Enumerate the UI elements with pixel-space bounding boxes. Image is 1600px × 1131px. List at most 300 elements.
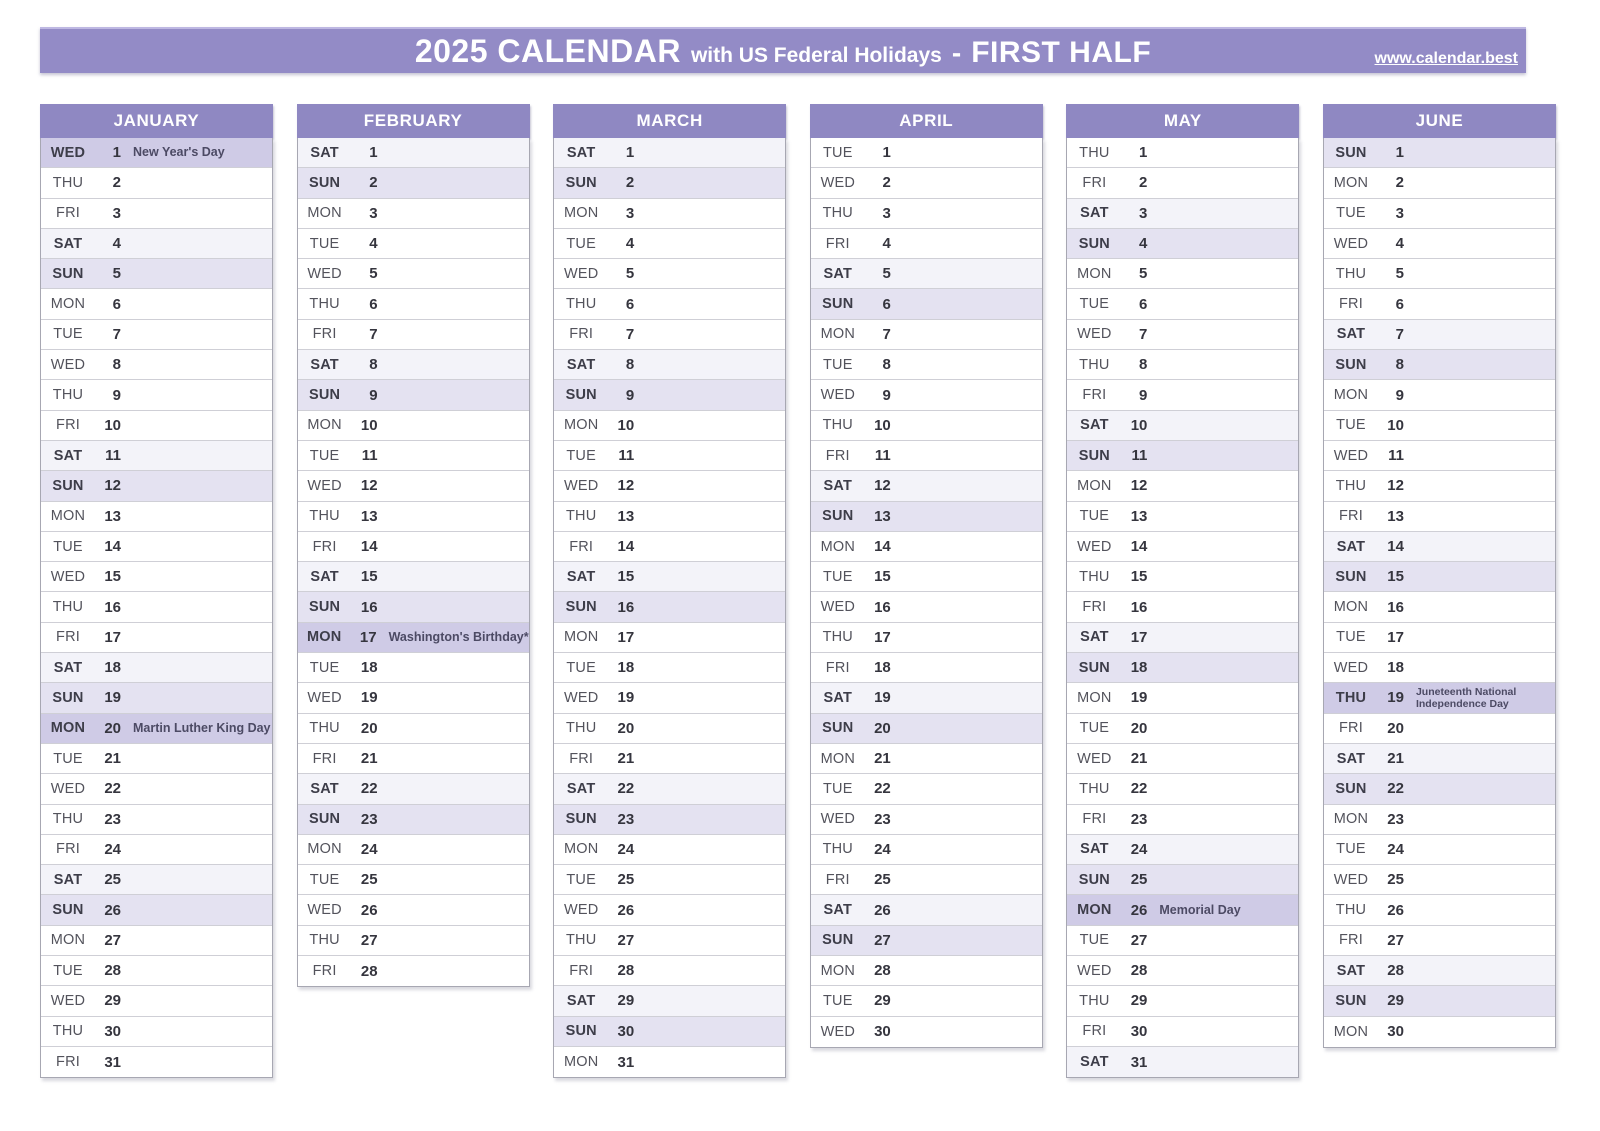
- day-abbrev: THU: [822, 205, 853, 222]
- day-number: 18: [1130, 659, 1148, 677]
- title-separator: -: [951, 36, 962, 68]
- day-number: 22: [360, 780, 378, 798]
- day-number: 1: [625, 144, 635, 162]
- day-row: [811, 774, 1042, 804]
- day-row: [1067, 502, 1298, 532]
- day-abbrev: WED: [1077, 750, 1112, 767]
- day-number: 8: [882, 356, 891, 374]
- day-abbrev: SUN: [565, 387, 597, 404]
- day-number: 19: [1130, 689, 1148, 707]
- month-title: FEBRUARY: [297, 104, 530, 138]
- day-row: [811, 380, 1042, 410]
- day-number: 5: [882, 265, 891, 283]
- day-abbrev: MON: [563, 841, 599, 858]
- day-number: 21: [360, 750, 378, 768]
- day-number: 15: [1130, 568, 1148, 586]
- day-row: [1067, 744, 1298, 774]
- day-abbrev: THU: [565, 932, 597, 949]
- day-abbrev: SAT: [1336, 962, 1366, 979]
- day-row: [41, 744, 272, 774]
- day-row: [1067, 865, 1298, 895]
- day-row: [554, 289, 785, 319]
- day-abbrev: FRI: [825, 235, 850, 252]
- holiday-label: Juneteenth National Independence Day: [1415, 685, 1517, 710]
- day-row: [811, 229, 1042, 259]
- month-days: [810, 138, 1043, 1048]
- day-number: 11: [1388, 447, 1404, 465]
- day-number: 19: [1387, 689, 1404, 707]
- day-number: 25: [104, 871, 121, 889]
- day-number: 27: [104, 931, 121, 949]
- day-number: 30: [617, 1022, 635, 1040]
- day-abbrev: THU: [52, 1023, 84, 1040]
- day-row: [1324, 562, 1555, 592]
- day-number: 5: [1139, 265, 1148, 283]
- day-abbrev: THU: [565, 508, 597, 525]
- day-number: 17: [104, 628, 121, 646]
- day-number: 24: [1130, 840, 1148, 858]
- day-abbrev: TUE: [822, 780, 853, 797]
- day-row: [298, 411, 529, 441]
- day-abbrev: WED: [820, 174, 855, 191]
- day-row: [811, 289, 1042, 319]
- day-row: [298, 138, 529, 168]
- day-abbrev: TUE: [309, 871, 340, 888]
- day-number: 28: [1387, 962, 1404, 980]
- day-row: [1067, 138, 1298, 168]
- day-row: [298, 956, 529, 986]
- day-abbrev: SUN: [308, 811, 341, 828]
- day-row: [554, 320, 785, 350]
- day-abbrev: FRI: [312, 963, 337, 980]
- day-abbrev: SUN: [52, 902, 84, 919]
- day-abbrev: SAT: [53, 871, 83, 888]
- day-abbrev: FRI: [569, 538, 594, 555]
- day-abbrev: TUE: [822, 144, 853, 161]
- day-row: [41, 532, 272, 562]
- day-number: 9: [112, 386, 121, 404]
- day-row: [298, 168, 529, 198]
- day-row: [41, 138, 272, 168]
- day-number: 4: [1139, 235, 1148, 253]
- day-row: [1067, 986, 1298, 1016]
- day-abbrev: WED: [563, 902, 599, 919]
- day-number: 31: [1130, 1053, 1148, 1071]
- day-abbrev: THU: [1335, 902, 1367, 919]
- day-abbrev: TUE: [566, 235, 596, 252]
- day-abbrev: FRI: [1082, 174, 1107, 191]
- day-number: 12: [874, 477, 891, 495]
- day-number: 9: [625, 386, 635, 404]
- day-abbrev: MON: [50, 508, 86, 525]
- day-abbrev: SUN: [1078, 447, 1110, 464]
- day-row: [554, 380, 785, 410]
- holiday-label: Memorial Day: [1159, 902, 1241, 917]
- day-row: [41, 199, 272, 229]
- day-number: 11: [874, 447, 891, 465]
- day-number: 21: [617, 750, 635, 768]
- day-abbrev: SAT: [566, 356, 596, 373]
- day-abbrev: MON: [820, 750, 855, 767]
- day-number: 27: [874, 931, 891, 949]
- day-number: 23: [1130, 810, 1148, 828]
- day-abbrev: FRI: [56, 629, 80, 646]
- day-abbrev: TUE: [1336, 629, 1366, 646]
- day-abbrev: SUN: [565, 1023, 597, 1040]
- day-row: [41, 350, 272, 380]
- day-row: [1067, 592, 1298, 622]
- day-abbrev: FRI: [569, 962, 594, 979]
- day-abbrev: SUN: [1078, 235, 1110, 252]
- day-abbrev: TUE: [566, 871, 596, 888]
- day-number: 10: [617, 416, 635, 434]
- day-abbrev: MON: [1077, 902, 1112, 919]
- day-row: [1067, 956, 1298, 986]
- day-abbrev: THU: [822, 417, 853, 434]
- day-abbrev: SAT: [1080, 205, 1109, 222]
- day-row: [554, 532, 785, 562]
- day-number: 22: [104, 780, 121, 798]
- day-row: [811, 471, 1042, 501]
- day-abbrev: SUN: [52, 265, 84, 282]
- day-abbrev: FRI: [1082, 811, 1107, 828]
- day-number: 8: [1395, 356, 1404, 374]
- day-abbrev: THU: [309, 296, 340, 313]
- day-number: 6: [1139, 295, 1148, 313]
- day-abbrev: FRI: [1338, 508, 1363, 525]
- day-abbrev: FRI: [1082, 387, 1107, 404]
- day-row: [811, 895, 1042, 925]
- day-row: [811, 805, 1042, 835]
- day-abbrev: TUE: [53, 962, 83, 979]
- day-number: 28: [104, 962, 121, 980]
- day-number: 25: [1387, 871, 1404, 889]
- day-abbrev: WED: [50, 144, 86, 161]
- day-row: [298, 623, 529, 653]
- day-row: [41, 411, 272, 441]
- day-row: [1067, 350, 1298, 380]
- day-abbrev: MON: [307, 629, 342, 646]
- day-number: 26: [1387, 901, 1404, 919]
- day-number: 6: [1395, 295, 1404, 313]
- day-abbrev: WED: [563, 689, 599, 706]
- day-row: [41, 835, 272, 865]
- day-row: [1067, 471, 1298, 501]
- day-number: 13: [1130, 507, 1148, 525]
- day-abbrev: SUN: [1335, 144, 1367, 161]
- day-abbrev: SAT: [566, 144, 596, 161]
- holiday-label: Martin Luther King Day: [133, 720, 271, 735]
- holiday-label: New Year's Day: [133, 145, 225, 160]
- day-row: [811, 168, 1042, 198]
- day-number: 1: [1395, 144, 1404, 162]
- holiday-label: Washington's Birthday*: [388, 629, 529, 644]
- day-abbrev: MON: [1077, 477, 1112, 494]
- day-row: [41, 320, 272, 350]
- day-abbrev: SAT: [310, 780, 339, 797]
- calendar-grid: [40, 104, 1556, 1078]
- day-abbrev: THU: [1079, 780, 1110, 797]
- day-row: [1067, 623, 1298, 653]
- day-abbrev: WED: [820, 1023, 855, 1040]
- day-row: [1324, 1017, 1555, 1047]
- day-number: 26: [360, 901, 378, 919]
- day-row: [298, 289, 529, 319]
- day-row: [41, 805, 272, 835]
- day-number: 14: [874, 538, 891, 555]
- day-abbrev: THU: [1079, 356, 1110, 373]
- day-number: 6: [112, 295, 121, 313]
- day-number: 11: [361, 447, 378, 465]
- day-abbrev: SAT: [823, 477, 853, 494]
- day-row: [1067, 380, 1298, 410]
- website-link[interactable]: www.calendar.best: [1374, 50, 1518, 67]
- day-row: [554, 835, 785, 865]
- day-abbrev: SUN: [822, 296, 854, 313]
- day-row: [1324, 683, 1555, 713]
- day-number: 12: [1387, 477, 1404, 495]
- day-row: [554, 1047, 785, 1077]
- day-abbrev: THU: [52, 387, 84, 404]
- day-number: 4: [625, 235, 635, 253]
- day-row: [554, 774, 785, 804]
- day-row: [1324, 289, 1555, 319]
- day-row: [554, 1017, 785, 1047]
- day-number: 2: [369, 174, 378, 192]
- day-row: [298, 865, 529, 895]
- day-row: [554, 562, 785, 592]
- day-number: 24: [360, 840, 378, 858]
- day-row: [1324, 926, 1555, 956]
- day-number: 1: [369, 144, 378, 162]
- day-row: [554, 623, 785, 653]
- day-number: 3: [1395, 204, 1404, 222]
- day-number: 28: [874, 962, 891, 980]
- day-abbrev: FRI: [569, 750, 594, 767]
- title-subtitle: with US Federal Holidays: [690, 43, 942, 67]
- day-number: 15: [360, 568, 378, 586]
- day-row: [554, 138, 785, 168]
- day-row: [298, 592, 529, 622]
- day-row: [554, 714, 785, 744]
- day-row: [811, 714, 1042, 744]
- day-row: [554, 199, 785, 229]
- day-row: [1067, 259, 1298, 289]
- day-abbrev: TUE: [1336, 841, 1366, 858]
- day-number: 13: [617, 507, 635, 525]
- day-row: [1067, 1017, 1298, 1047]
- day-number: 1: [112, 144, 121, 162]
- day-row: [1067, 774, 1298, 804]
- day-abbrev: SAT: [53, 447, 83, 464]
- day-row: [554, 986, 785, 1016]
- day-row: [298, 199, 529, 229]
- day-abbrev: SAT: [1080, 629, 1109, 646]
- day-number: 22: [874, 780, 891, 798]
- day-number: 22: [1387, 780, 1404, 798]
- day-number: 25: [360, 871, 378, 889]
- day-abbrev: SAT: [566, 992, 596, 1009]
- day-row: [1324, 259, 1555, 289]
- day-abbrev: TUE: [1079, 720, 1110, 737]
- day-row: [1324, 229, 1555, 259]
- day-number: 25: [1130, 871, 1148, 889]
- day-abbrev: THU: [1335, 265, 1367, 282]
- day-row: [811, 532, 1042, 562]
- day-number: 1: [882, 144, 891, 162]
- day-abbrev: SUN: [565, 174, 597, 191]
- day-row: [298, 714, 529, 744]
- month-april: [810, 104, 1043, 1048]
- day-abbrev: WED: [1333, 871, 1369, 888]
- day-abbrev: THU: [1335, 477, 1367, 494]
- day-number: 6: [882, 295, 891, 313]
- day-abbrev: MON: [50, 296, 86, 313]
- day-abbrev: TUE: [53, 326, 83, 343]
- day-abbrev: FRI: [825, 447, 850, 464]
- day-row: [298, 835, 529, 865]
- day-row: [298, 562, 529, 592]
- day-number: 11: [1131, 447, 1148, 465]
- day-row: [1324, 653, 1555, 683]
- day-abbrev: THU: [52, 811, 84, 828]
- day-number: 23: [360, 810, 378, 828]
- day-abbrev: FRI: [1082, 1023, 1107, 1040]
- day-row: [1067, 229, 1298, 259]
- day-abbrev: SAT: [823, 902, 853, 919]
- day-row: [298, 259, 529, 289]
- day-row: [1324, 380, 1555, 410]
- day-number: 15: [617, 568, 635, 586]
- day-abbrev: FRI: [569, 326, 594, 343]
- day-abbrev: SUN: [822, 932, 854, 949]
- day-row: [1324, 774, 1555, 804]
- title-year: 2025 CALENDAR: [414, 32, 681, 69]
- day-abbrev: WED: [820, 811, 855, 828]
- day-number: 25: [617, 871, 635, 889]
- day-number: 9: [1395, 386, 1404, 404]
- day-number: 18: [874, 659, 891, 677]
- day-row: [554, 502, 785, 532]
- day-abbrev: MON: [1077, 689, 1112, 706]
- day-number: 10: [1387, 416, 1404, 434]
- day-abbrev: WED: [563, 265, 599, 282]
- day-number: 24: [617, 840, 635, 858]
- day-row: [554, 168, 785, 198]
- day-number: 13: [360, 507, 378, 525]
- day-row: [1067, 835, 1298, 865]
- day-row: [554, 653, 785, 683]
- day-abbrev: SUN: [565, 811, 597, 828]
- day-number: 24: [104, 840, 121, 858]
- month-days: [553, 138, 786, 1078]
- day-number: 6: [625, 295, 635, 313]
- day-abbrev: FRI: [312, 538, 337, 555]
- day-abbrev: THU: [1335, 689, 1367, 706]
- day-number: 15: [1387, 568, 1404, 586]
- day-number: 29: [874, 992, 891, 1010]
- day-row: [298, 895, 529, 925]
- day-number: 8: [1139, 356, 1148, 374]
- day-row: [1324, 744, 1555, 774]
- day-abbrev: WED: [50, 992, 86, 1009]
- day-row: [1324, 199, 1555, 229]
- day-row: [41, 168, 272, 198]
- day-row: [41, 986, 272, 1016]
- day-abbrev: SAT: [310, 356, 339, 373]
- day-row: [41, 229, 272, 259]
- day-row: [41, 653, 272, 683]
- day-number: 7: [882, 325, 891, 343]
- day-number: 5: [112, 265, 121, 283]
- day-number: 31: [617, 1053, 635, 1071]
- day-number: 27: [617, 931, 635, 949]
- day-row: [41, 956, 272, 986]
- day-number: 22: [617, 780, 635, 798]
- day-abbrev: MON: [50, 720, 86, 737]
- day-number: 7: [369, 325, 378, 343]
- day-number: 12: [104, 477, 121, 495]
- day-abbrev: SUN: [565, 599, 597, 616]
- day-number: 23: [104, 810, 121, 828]
- day-row: [41, 380, 272, 410]
- day-number: 14: [617, 538, 635, 555]
- month-title: MARCH: [553, 104, 786, 138]
- day-row: [298, 380, 529, 410]
- day-abbrev: WED: [1333, 235, 1369, 252]
- day-row: [811, 956, 1042, 986]
- day-number: 27: [360, 931, 378, 949]
- day-row: [41, 714, 272, 744]
- day-abbrev: TUE: [309, 447, 340, 464]
- day-row: [811, 259, 1042, 289]
- day-row: [811, 441, 1042, 471]
- day-number: 21: [1130, 750, 1148, 768]
- day-number: 10: [360, 416, 378, 434]
- day-abbrev: WED: [1333, 447, 1369, 464]
- day-number: 25: [874, 871, 891, 889]
- day-abbrev: MON: [1077, 265, 1112, 282]
- day-number: 2: [625, 174, 635, 192]
- day-row: [554, 471, 785, 501]
- day-row: [554, 441, 785, 471]
- day-number: 5: [625, 265, 635, 283]
- day-abbrev: TUE: [822, 992, 853, 1009]
- day-number: 13: [874, 507, 891, 525]
- day-row: [1324, 986, 1555, 1016]
- day-number: 28: [360, 962, 378, 980]
- day-abbrev: SUN: [1078, 659, 1110, 676]
- day-abbrev: SAT: [566, 568, 596, 585]
- day-abbrev: MON: [563, 205, 599, 222]
- day-row: [811, 623, 1042, 653]
- day-row: [1324, 168, 1555, 198]
- day-abbrev: TUE: [53, 538, 83, 555]
- day-number: 24: [1387, 840, 1404, 858]
- day-abbrev: SAT: [823, 689, 853, 706]
- day-number: 28: [617, 962, 635, 980]
- day-row: [1067, 562, 1298, 592]
- month-title: MAY: [1066, 104, 1299, 138]
- day-abbrev: THU: [309, 508, 340, 525]
- day-number: 20: [874, 719, 891, 737]
- day-number: 27: [1130, 931, 1148, 949]
- day-number: 30: [104, 1022, 121, 1040]
- day-row: [554, 956, 785, 986]
- day-number: 19: [617, 689, 635, 707]
- day-abbrev: TUE: [822, 568, 853, 585]
- day-row: [41, 895, 272, 925]
